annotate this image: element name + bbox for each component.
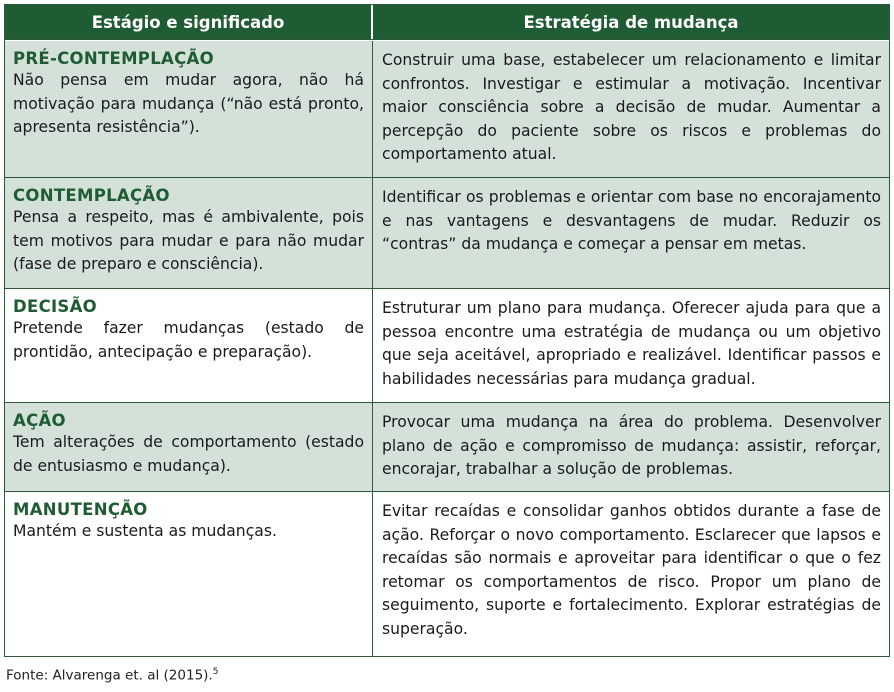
header-stage: Estágio e significado <box>5 5 373 39</box>
source-reference: 5 <box>212 667 219 677</box>
stage-name: CONTEMPLAÇÃO <box>13 186 170 205</box>
stage-strategy: Identificar os problemas e orientar com base no encorajamento e nas vantagens e desvantagens de mudar. Reduzir os “contras” da mudança e começar a pensar em metas. <box>382 188 881 253</box>
stage-strategy: Estruturar um plano para mudança. Oferecer ajuda para que a pessoa encontre uma estratégia de mudança ou um objetivo que seja aceitável, apropriado e realizável. Identificar passos e habilidades necessárias para mudança gradual. <box>382 299 881 388</box>
table-row <box>5 491 889 656</box>
stage-description: Não pensa em mudar agora, não há motivação para mudança (“não está pronto, apresenta resistência”). <box>13 71 364 136</box>
stage-name: DECISÃO <box>13 297 97 316</box>
stage-strategy: Construir uma base, estabelecer um relacionamento e limitar confrontos. Investigar e estimular a motivação. Incentivar maior consciência sobre a decisão de mudar. Aumentar a percepção do paciente sobre os riscos e problemas do comportamento atual. <box>382 51 881 163</box>
stage-strategy: Provocar uma mudança na área do problema. Desenvolver plano de ação e compromisso de mudança: assistir, reforçar, encorajar, trabalhar a solução de problemas. <box>382 413 881 478</box>
table-row <box>5 40 889 177</box>
table-header <box>5 5 889 40</box>
source-note <box>6 667 218 684</box>
stage-description: Pretende fazer mudanças (estado de prontidão, antecipação e preparação). <box>13 319 364 361</box>
stage-name: AÇÃO <box>13 411 66 430</box>
stage-name: MANUTENÇÃO <box>13 500 148 519</box>
stage-name: PRÉ-CONTEMPLAÇÃO <box>13 49 214 68</box>
stage-description: Tem alterações de comportamento (estado de entusiasmo e mudança). <box>13 433 364 475</box>
table-row <box>5 402 889 491</box>
stages-table <box>4 4 890 657</box>
stage-description: Mantém e sustenta as mudanças. <box>13 522 277 540</box>
header-strategy: Estratégia de mudança <box>523 12 739 32</box>
stage-description: Pensa a respeito, mas é ambivalente, pois tem motivos para mudar e para não mudar (fase de preparo e consciência). <box>13 208 364 273</box>
table-row <box>5 177 889 288</box>
source-text: Fonte: Alvarenga et. al (2015). <box>6 667 213 684</box>
stage-strategy: Evitar recaídas e consolidar ganhos obtidos durante a fase de ação. Reforçar o novo comportamento. Esclarecer que lapsos e recaídas são normais e aproveitar para identificar o que o fez retomar os comportamentos de risco. Propor um plano de seguimento, suporte e fortalecimento. Explorar estratégias de superação. <box>382 502 881 638</box>
table-row <box>5 288 889 402</box>
